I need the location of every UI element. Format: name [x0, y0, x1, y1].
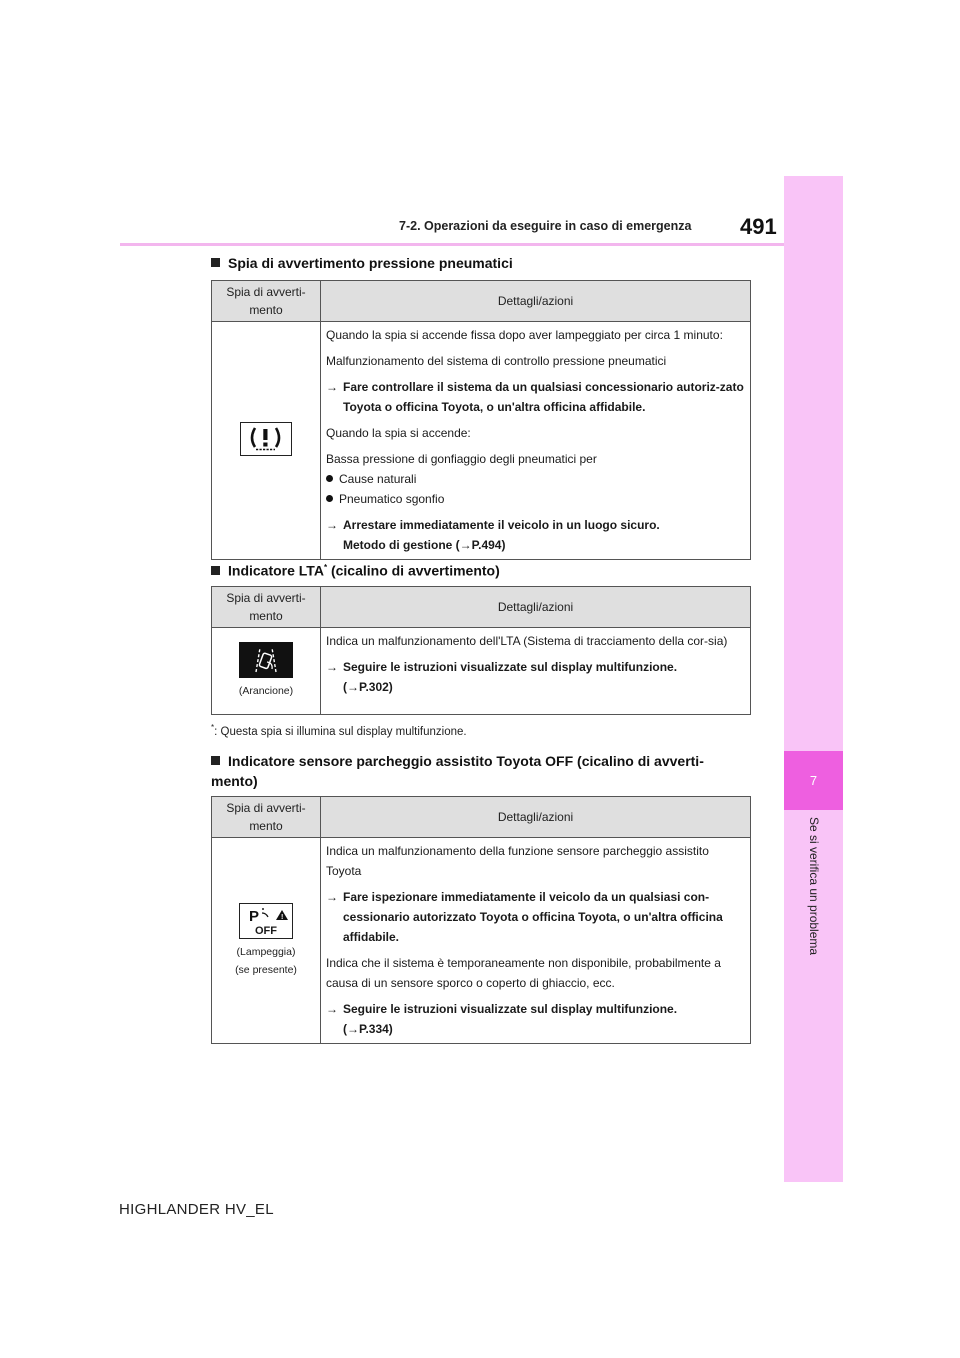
table-header-row — [212, 587, 751, 628]
table-row — [212, 322, 751, 560]
page-reference-link[interactable]: (→P.302) — [343, 680, 393, 694]
action-text: Arrestare immediatamente il veicolo in un luogo sicuro. — [343, 518, 660, 532]
column-header-details: Dettagli/azioni — [321, 797, 751, 838]
icon-caption: (Arancione) — [238, 684, 294, 697]
page-reference-link[interactable]: (→P.334) — [343, 1022, 393, 1036]
list-item: Pneumatico sgonfio — [326, 489, 745, 509]
bullet-icon — [326, 495, 333, 502]
svg-text:P: P — [249, 908, 260, 925]
action-line — [326, 887, 745, 947]
tpms-details — [321, 322, 751, 560]
detail-text: Indica che il sistema è temporaneamente non disponibile, probabilmente a causa di un sensore sporco o coperto di ghiaccio, ecc. — [326, 956, 721, 990]
action-text: Seguire le istruzioni visualizzate sul display multifunzione. — [343, 1002, 678, 1016]
detail-text: Quando la spia si accende: — [326, 426, 471, 440]
heading-parking-assist — [211, 751, 731, 791]
heading-text: Indicatore sensore parcheggio assistito Toyota OFF (cicalino di avverti-mento) — [211, 753, 704, 789]
column-header-indicator — [212, 797, 321, 838]
bullet-icon — [326, 475, 333, 482]
table-header-row — [212, 281, 751, 322]
column-header-indicator — [212, 587, 321, 628]
column-header-indicator — [212, 281, 321, 322]
parking-assist-details — [321, 838, 751, 1044]
arrow-icon: → — [326, 1002, 338, 1016]
section-title: 7-2. Operazioni da eseguire in caso di emergenza — [399, 219, 692, 233]
detail-text: Malfunzionamento del sistema di controllo pressione pneumatici — [326, 354, 667, 368]
lta-table — [211, 586, 751, 715]
footnote: *: Questa spia si illumina sul display multifunzione. — [211, 723, 467, 738]
arrow-icon: → — [326, 660, 338, 674]
square-bullet-icon — [211, 258, 220, 267]
tpms-table — [211, 280, 751, 560]
action-line — [326, 377, 745, 417]
detail-text: Indica un malfunzionamento dell'LTA (Sistema di tracciamento della cor-sia) — [326, 634, 728, 648]
icon-caption: (Lampeggia) — [236, 946, 296, 958]
detail-text: Quando la spia si accende fissa dopo aver lampeggiato per circa 1 minuto: — [326, 328, 723, 342]
parking-assist-table — [211, 796, 751, 1044]
column-header-details: Dettagli/azioni — [321, 281, 751, 322]
side-tab-strip — [784, 176, 843, 1182]
column-header-details: Dettagli/azioni — [321, 587, 751, 628]
heading-text: Spia di avvertimento pressione pneumatici — [228, 255, 513, 271]
list-item: Cause naturali — [326, 469, 745, 489]
detail-text: Bassa pressione di gonfiaggio degli pneumatici per — [326, 452, 597, 466]
action-line — [326, 657, 745, 677]
detail-text: Indica un malfunzionamento della funzione sensore parcheggio assistito Toyota — [326, 844, 709, 878]
lta-icon — [239, 642, 293, 678]
table-header-row — [212, 797, 751, 838]
chapter-label: Se si verifica un problema — [807, 817, 821, 956]
tpms-warning-icon — [240, 422, 292, 456]
table-row — [212, 628, 751, 715]
parking-assist-off-icon — [239, 903, 293, 939]
svg-text:!: ! — [281, 914, 284, 921]
square-bullet-icon — [211, 566, 220, 575]
table-row — [212, 838, 751, 1044]
icon-off-label: OFF — [255, 925, 277, 937]
header-text: Spia di avverti-mento — [226, 591, 306, 623]
arrow-icon: → — [326, 890, 338, 904]
action-text: Fare controllare il sistema da un qualsiasi concessionario autoriz-zato Toyota o officina Toyota, o un'altra officina affidabile. — [343, 380, 744, 414]
footer-model-code: HIGHLANDER HV_EL — [119, 1201, 274, 1218]
lta-details — [321, 628, 751, 715]
header-text: Spia di avverti-mento — [226, 801, 306, 833]
chapter-number-tab[interactable]: 7 — [784, 751, 843, 810]
arrow-icon: → — [326, 380, 338, 394]
page-reference-link[interactable]: Metodo di gestione (→P.494) — [343, 538, 506, 552]
action-line — [326, 515, 745, 535]
action-text: Fare ispezionare immediatamente il veicolo da un qualsiasi con-cessionario autorizzato Toyota o officina Toyota, o un'altra officina affidabile. — [343, 890, 723, 944]
heading-tpms — [211, 253, 513, 273]
icon-caption: (se presente) — [235, 964, 297, 976]
heading-lta: Indicatore LTA* (cicalino di avvertimento) — [211, 558, 500, 581]
action-text: Seguire le istruzioni visualizzate sul display multifunzione. — [343, 660, 678, 674]
header-divider — [120, 243, 784, 246]
square-bullet-icon — [211, 756, 220, 765]
arrow-icon: → — [326, 518, 338, 532]
page-number: 491 — [740, 214, 777, 239]
header-text: Spia di avverti-mento — [226, 285, 306, 317]
action-line — [326, 999, 745, 1019]
